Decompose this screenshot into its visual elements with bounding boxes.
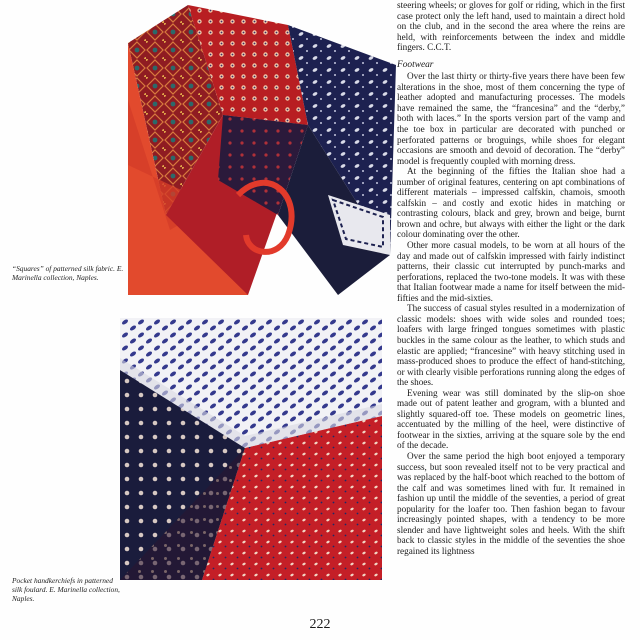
lead-paragraph: steering wheels; or gloves for golf or riding, which in the first case protect only the left hand, used to maintain a direct hold on the club, and in the second the area where the reins are held, with reinforcements between the index and middle fingers. C.C.T. [397, 0, 625, 53]
section-heading: Footwear [397, 59, 434, 70]
paragraph: Over the same period the high boot enjoyed a temporary success, but soon revealed itself not to be very practical and was replaced by the half-boot which reached to the bottom of the calf and was sometimes lined with fur. It remained in fashion up until the middle of the seventies, a period of great popularity for the loafer too. Then fashion began to favour increasingly pointed shapes, with a tendency to be more slender and have lightweight soles and heels. With the shift back to classic styles in the middle of the seventies the shoe regained its lightness [397, 450, 625, 556]
article-column [397, 0, 625, 556]
silk-squares-photo [128, 5, 396, 295]
paragraph: At the beginning of the fifties the Italian shoe had a number of original features, centering on apt combinations of different materials – impressed calfskin, chamois, smooth calfskin – and costly and exotic hides in matching or contrasting colours, black and grey, brown and beige, burnt brown and ochre, but always with either the light or the dark colour dominating over the other. [397, 166, 625, 240]
page-number: 222 [309, 617, 331, 632]
paragraph: Evening wear was still dominated by the slip-on shoe made out of patent leather and grogram, with a blunted and slightly squared-off toe. These models on geometric lines, accentuated by the milling of the heel, were distinctive of footwear in the sixties, arriving at the square sole by the end of the decade. [397, 387, 625, 451]
paragraph: Over the last thirty or thirty-five years there have been few alterations in the shoe, most of them concerning the type of leather adopted and manufacturing processes. The models have remained the same, the “francesina” and the “derby,” both with laces.” In the sports version part of the vamp and the toe box in particular are decorated with punched or perforated patterns or broguings, while shoes for elegant occasions are smooth and devoid of decoration. The “derby” model is frequently coupled with morning dress. [397, 71, 625, 166]
figure-1-caption: “Squares” of patterned silk fabric. E. Marinella collection, Naples. [12, 264, 124, 282]
figure-2-caption: Pocket handkerchiefs in patterned silk foulard. E. Marinella collection, Naples. [12, 576, 120, 603]
pocket-handkerchiefs-photo [120, 318, 382, 580]
paragraph: The success of casual styles resulted in a modernization of classic models: shoes with wide soles and rounded toes; loafers with large fringed tongues sometimes with plastic buckles in the same colour as the leather, to which studs and elastic are applied; “francesine” with heavy stitching used in mass-produced shoes to produce the effect of hand-stitching, or with clearly visible perforations running along the edges of the shoes. [397, 303, 625, 388]
paragraph: Other more casual models, to be worn at all hours of the day and made out of calfskin impressed with fairly indistinct patterns, their classic cut interrupted by punch-marks and perforations, replaced the two-tone models. It was with these that Italian footwear made a name for itself between the mid-fifties and the mid-sixties. [397, 240, 625, 303]
